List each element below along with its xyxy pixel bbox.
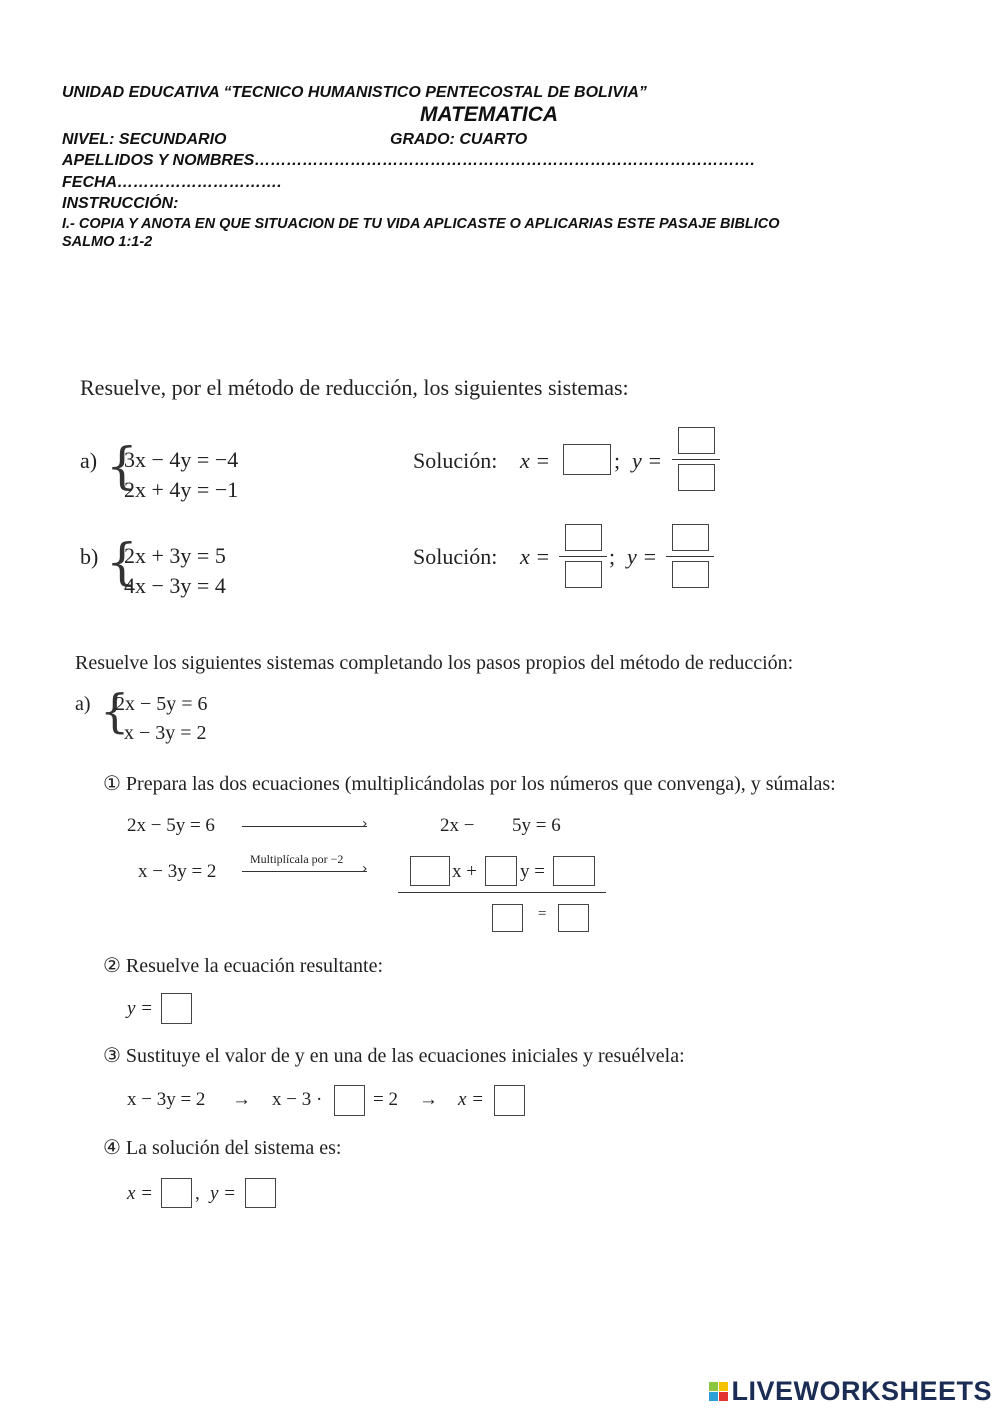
step4-instruction: ④ La solución del sistema es: xyxy=(103,1137,342,1159)
step2-y-label: y = xyxy=(127,998,154,1019)
arrow-right-icon: › xyxy=(362,816,368,832)
system-a-y-numerator-box[interactable] xyxy=(678,427,715,454)
arrow-right-icon: → xyxy=(419,1089,438,1110)
system-b-x-fraction-bar xyxy=(559,556,607,557)
step4-y-answer-box[interactable] xyxy=(245,1178,276,1208)
step1-right-eq1-x: 2x − xyxy=(440,815,475,836)
system-a-eq1: 3x − 4y = −4 xyxy=(124,447,239,472)
step1-left-eq1: 2x − 5y = 6 xyxy=(127,815,215,836)
system-a-solution-label: Solución: xyxy=(413,448,498,473)
system-a-brace: { xyxy=(106,437,138,495)
step4-x-answer-box[interactable] xyxy=(161,1178,192,1208)
system-b-x-label: x = xyxy=(520,544,551,569)
step1-arrow1-line xyxy=(242,826,367,827)
school-name: UNIDAD EDUCATIVA “TECNICO HUMANISTICO PENTECOSTAL DE BOLIVIA” xyxy=(62,84,647,101)
system-b-eq2: 4x − 3y = 4 xyxy=(124,573,226,598)
system-a-eq2: 2x + 4y = −1 xyxy=(124,477,239,502)
step1-right-eq2-y: y = xyxy=(520,861,545,882)
system-a-y-label: y = xyxy=(632,448,663,473)
step3-equals-two: = 2 xyxy=(373,1089,398,1110)
step1-left-eq2: x − 3y = 2 xyxy=(138,861,217,882)
step2-instruction: ② Resuelve la ecuación resultante: xyxy=(103,955,384,977)
instruction-heading: INSTRUCCIÓN: xyxy=(62,195,179,212)
step1-sum-right-box[interactable] xyxy=(558,904,589,932)
instruction-text: I.- COPIA Y ANOTA EN QUE SITUACION DE TU VIDA APLICASTE O APLICARIAS ESTE PASAJE BIBLICO xyxy=(62,216,780,232)
system-b-y-label: y = xyxy=(627,544,658,569)
step4-x-label: x = xyxy=(127,1183,154,1204)
step1-sum-equals: = xyxy=(538,906,547,922)
section2-a-label: a) xyxy=(75,693,91,715)
step3-instruction: ③ Sustituye el valor de y en una de las ecuaciones iniciales y resuélvela: xyxy=(103,1045,685,1067)
section1-title: Resuelve, por el método de reducción, los siguientes sistemas: xyxy=(80,375,629,400)
grade-label: GRADO: CUARTO xyxy=(390,131,528,148)
section2-title: Resuelve los siguientes sistemas completando los pasos propios del método de reducción: xyxy=(75,652,794,674)
system-b-x-denominator-box[interactable] xyxy=(565,561,602,588)
system-b-y-fraction-bar xyxy=(666,556,714,557)
system-a-separator: ; xyxy=(614,448,621,473)
sum-line xyxy=(398,892,606,893)
system-b-solution-label: Solución: xyxy=(413,544,498,569)
psalm-reference: SALMO 1:1-2 xyxy=(62,234,153,250)
subject-title: MATEMATICA xyxy=(420,103,559,126)
step3-substitution: x − 3 · xyxy=(272,1089,323,1110)
step3-y-value-box[interactable] xyxy=(334,1085,365,1116)
step3-x-answer-box[interactable] xyxy=(494,1085,525,1116)
step1-arrow2-line xyxy=(242,871,367,872)
system-a-x-answer-box[interactable] xyxy=(563,444,611,475)
system-b-x-numerator-box[interactable] xyxy=(565,524,602,551)
system-a-x-label: x = xyxy=(520,448,551,473)
step1-y-coef-box[interactable] xyxy=(485,856,517,886)
system-a-y-denominator-box[interactable] xyxy=(678,464,715,491)
system-b-label: b) xyxy=(80,544,99,569)
step1-x-coef-box[interactable] xyxy=(410,856,450,886)
arrow-right-icon: › xyxy=(362,861,368,877)
step1-right-eq1-y: 5y = 6 xyxy=(512,815,561,836)
step3-equation: x − 3y = 2 xyxy=(127,1089,206,1110)
names-field[interactable]: APELLIDOS Y NOMBRES…………………………………………………………………………………. xyxy=(62,152,755,169)
system-a-y-fraction-bar xyxy=(672,459,720,460)
system-b-separator: ; xyxy=(609,544,616,569)
step1-instruction: ① Prepara las dos ecuaciones (multiplicándolas por los números que convenga), y súmalas: xyxy=(103,773,836,795)
date-field[interactable]: FECHA…………………………. xyxy=(62,174,282,191)
step3-x-label: x = xyxy=(458,1089,485,1110)
system-b-brace: { xyxy=(106,533,138,591)
system-b-eq1: 2x + 3y = 5 xyxy=(124,543,226,568)
level-label: NIVEL: SECUNDARIO xyxy=(62,131,227,148)
step2-y-answer-box[interactable] xyxy=(161,993,192,1024)
step4-separator: , xyxy=(195,1183,200,1204)
system-b-y-numerator-box[interactable] xyxy=(672,524,709,551)
arrow-right-icon: → xyxy=(232,1089,251,1110)
section2-a-eq1: 2x − 5y = 6 xyxy=(115,693,208,715)
step1-sum-left-box[interactable] xyxy=(492,904,523,932)
section2-a-brace: { xyxy=(100,684,130,738)
section2-a-eq2: x − 3y = 2 xyxy=(124,722,207,744)
step1-constant-box[interactable] xyxy=(553,856,595,886)
system-b-y-denominator-box[interactable] xyxy=(672,561,709,588)
system-a-label: a) xyxy=(80,448,98,473)
liveworksheets-logo-icon xyxy=(709,1382,728,1401)
step4-y-label: y = xyxy=(210,1183,237,1204)
liveworksheets-logo-text: LIVEWORKSHEETS xyxy=(731,1376,992,1406)
liveworksheets-logo[interactable] xyxy=(709,1376,992,1407)
step1-right-eq2-x: x + xyxy=(452,861,477,882)
multiply-label: Multiplícala por −2 xyxy=(250,852,344,866)
